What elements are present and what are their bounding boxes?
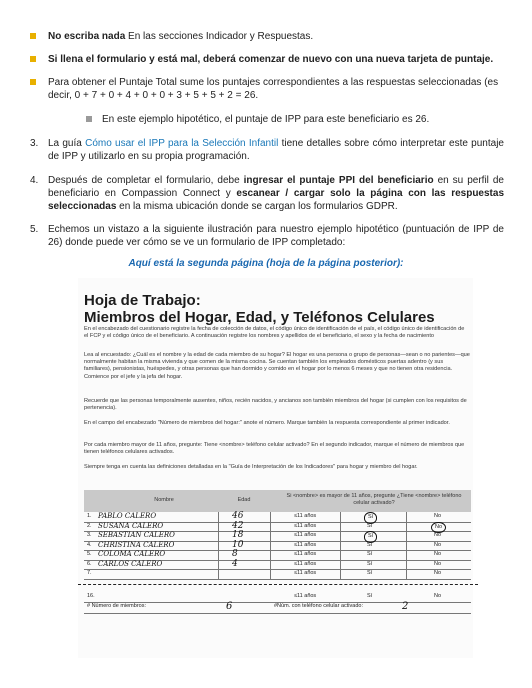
member-name: PABLO CALERO bbox=[98, 512, 157, 520]
bullet-bold-text: Si llena el formulario y está mal, deberá comenzar de nuevo con una nueva tarjeta de puntaje. bbox=[48, 54, 494, 65]
age-criterion: ≤11 años bbox=[294, 532, 317, 538]
worksheet-title-line1: Hoja de Trabajo: bbox=[84, 292, 201, 309]
row-number: 1. bbox=[87, 513, 92, 519]
bullet-marker bbox=[30, 33, 36, 39]
member-age: 42 bbox=[232, 520, 244, 531]
member-age: 18 bbox=[232, 530, 244, 540]
worksheet-paragraph: Por cada miembro mayor de 11 años, pregunte: Tiene <nombre> teléfono celular activado? En el segundo indicador, marque el número de miembros que tienen teléfonos celulares activados. bbox=[84, 442, 465, 456]
members-value: 6 bbox=[226, 601, 233, 612]
table-row bbox=[84, 569, 471, 580]
member-age: 10 bbox=[232, 539, 244, 550]
age-criterion: ≤11 años bbox=[294, 513, 317, 519]
worksheet-title bbox=[84, 292, 435, 326]
age-criterion: ≤11 años bbox=[294, 551, 317, 557]
answer-si: Sí bbox=[367, 593, 373, 599]
answer-si-circled: Sí bbox=[364, 512, 377, 524]
row-number: 16. bbox=[87, 593, 95, 599]
item-text: Después de completar el formulario, debe bbox=[48, 175, 244, 186]
answer-si: Sí bbox=[367, 522, 373, 529]
answer-no: No bbox=[434, 570, 442, 576]
worksheet-paragraph: Siempre tenga en cuenta las definiciones detalladas en la "Guía de Interpretación de los Indicadores" para hogar y miembro del hogar. bbox=[84, 464, 418, 470]
sub-bullet-text: En este ejemplo hipotético, el puntaje de IPP para este beneficiario es 26. bbox=[102, 114, 430, 125]
answer-no-circled: No bbox=[431, 522, 446, 534]
member-name: COLOMA CALERO bbox=[98, 550, 166, 558]
worksheet-paragraph: En el encabezado del cuestionario registre la fecha de colección de datos, el código único de identificación de el país, el código único de identificación de el FCP y el código único de el beneficiario. A continuación registre los nombres y apellidos de el beneficiario, el sexo y la fecha de nacimiento bbox=[84, 326, 465, 340]
worksheet-paragraph: Recuerde que las personas temporalmente ausentes, niños, recién nacidos, y ancianos son también miembros del hogar (si cumplen con los requisitos de pertenencia). bbox=[84, 398, 467, 412]
item-bold-text: ingresar el puntaje PPI del beneficiario bbox=[243, 175, 434, 186]
table-row bbox=[84, 592, 471, 603]
item-number: 3. bbox=[30, 138, 39, 149]
guide-link[interactable]: Cómo usar el IPP para la Selección Infantil bbox=[85, 138, 279, 149]
member-name: SUSANA CALERO bbox=[98, 521, 164, 530]
bullet-marker bbox=[30, 56, 36, 62]
worksheet-title-line2: Miembros del Hogar, Edad, y Teléfonos Celulares bbox=[84, 309, 435, 326]
cut-line bbox=[78, 584, 478, 585]
header-name: Nombre bbox=[154, 497, 174, 503]
worksheet-paragraph: En el campo del encabezado "Número de miembros del hogar:" anote el número. Marque también la respuesta correspondiente al primer indicador. bbox=[84, 420, 450, 426]
header-question: Si <nombre> es mayor de 11 años, pregunte ¿Tiene <nombre> teléfono celular activado? bbox=[286, 493, 462, 506]
answer-no: No bbox=[434, 551, 442, 557]
totals-row bbox=[84, 602, 471, 614]
worksheet-paragraph: Lea al encuestado: ¿Cuál es el nombre y la edad de cada miembro de su hogar? El hogar es una persona o grupo de personas—sean o no parientes—que normalmente habitan la misma vivienda y que comen de la misma cocina. Se cuentan también los empleados domésticos puertas adentro (y sus familiares), pensionistas, huéspedes, y otras personas que han dormido y comido en el hogar por lo menos 6 meses y que no tienen otra residencia. Comience por el jefe y la jefa del hogar. bbox=[84, 352, 470, 380]
answer-si: Sí bbox=[367, 560, 373, 567]
answer-no: No bbox=[434, 593, 442, 599]
header-age: Edad bbox=[237, 497, 251, 503]
row-number: 2. bbox=[87, 522, 92, 529]
answer-no: No bbox=[434, 560, 442, 567]
row-number: 5. bbox=[87, 551, 92, 557]
item-text: tiene detalles sobre cómo interpretar este puntaje de IPP y utilizarlo en su propia programación. bbox=[48, 138, 504, 162]
row-number: 7. bbox=[87, 570, 92, 576]
answer-no: No bbox=[434, 541, 442, 548]
members-label: # Número de miembros: bbox=[87, 603, 146, 609]
figure-caption: Aquí está la segunda página (hoja de la página posterior): bbox=[128, 258, 404, 269]
item-text: La guía bbox=[48, 138, 86, 149]
member-name: CARLOS CALERO bbox=[98, 559, 163, 568]
age-criterion: ≤11 años bbox=[294, 593, 317, 599]
item-text: en su perfil de beneficiario en Compassion Connect y bbox=[48, 175, 504, 199]
answer-si: Sí bbox=[367, 570, 373, 576]
sub-bullet-marker bbox=[86, 116, 92, 122]
table-header bbox=[84, 490, 471, 512]
age-criterion: ≤11 años bbox=[294, 522, 317, 529]
bullet-bold-text: No escriba nada bbox=[48, 31, 126, 42]
phones-label: #Núm. con teléfono celular activado: bbox=[274, 603, 363, 609]
row-number: 6. bbox=[87, 560, 92, 567]
item-number: 4. bbox=[30, 175, 39, 186]
answer-si: Sí bbox=[367, 551, 373, 557]
scanned-worksheet bbox=[78, 278, 473, 658]
row-number: 4. bbox=[87, 541, 92, 548]
bullet-text: Para obtener el Puntaje Total sume los puntajes correspondientes a las respuestas seleccionadas (es decir, 0 + 7 + 0 + 4 + 0 + 0 + 3 + 5 + 5 + 2 = 26. bbox=[48, 77, 499, 101]
answer-si-circled: Sí bbox=[364, 531, 377, 543]
row-number: 3. bbox=[87, 532, 92, 538]
bullet-text: En las secciones Indicador y Respuestas. bbox=[125, 31, 314, 42]
member-age: 4 bbox=[232, 558, 238, 569]
phones-value: 2 bbox=[402, 601, 409, 612]
item-bold-text: escanear / cargar solo la página con las respuestas seleccionadas bbox=[48, 188, 504, 212]
bullet-marker bbox=[30, 79, 36, 85]
member-name: CHRISTINA CALERO bbox=[98, 540, 175, 549]
member-age: 46 bbox=[232, 511, 244, 521]
item-text: en la misma ubicación donde se cargan los formularios GDPR. bbox=[116, 201, 398, 212]
member-name: SEBASTIAN CALERO bbox=[98, 531, 175, 539]
answer-no: No bbox=[434, 513, 442, 519]
item-text: Echemos un vistazo a la siguiente ilustración para nuestro ejemplo hipotético (puntuación de IPP de 26) donde puede ver cómo se ve un formulario de IPP completado: bbox=[48, 224, 504, 248]
member-age: 8 bbox=[232, 549, 238, 559]
age-criterion: ≤11 años bbox=[294, 560, 317, 567]
age-criterion: ≤11 años bbox=[294, 570, 317, 576]
age-criterion: ≤11 años bbox=[294, 541, 317, 548]
answer-no: No bbox=[434, 532, 442, 538]
item-number: 5. bbox=[30, 224, 39, 235]
answer-si: Sí bbox=[367, 541, 373, 548]
